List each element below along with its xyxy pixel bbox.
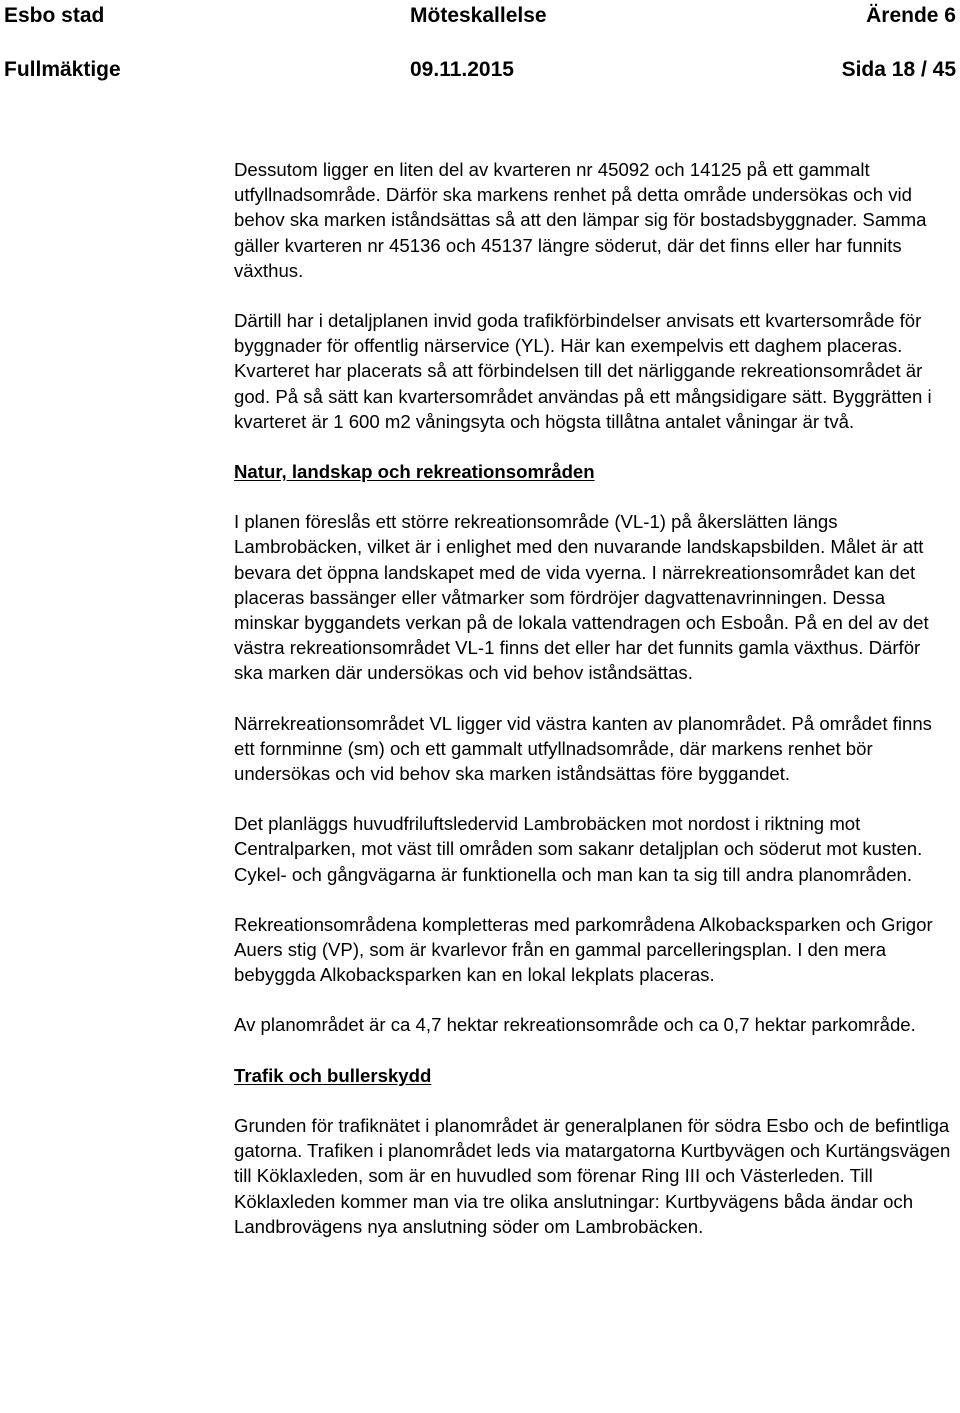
section-heading-traffic: Trafik och bullerskydd [234, 1064, 432, 1086]
paragraph: Grunden för trafiknätet i planområdet är generalplanen för södra Esbo och de befintliga gatorna. Trafiken i planområdet leds via matargatorna Kurtbyvägen och Kurtängsvägen till Köklaxleden, som är en huvudled som förenar Ring III och Västerleden. Till Köklaxleden kommer man via tre olika anslutningar: Kurtbyvägens båda ändar och Landbrovägens nya anslutning söder om Lambrobäcken. [234, 1114, 951, 1237]
header-page-number: Sida 18 / 45 [841, 58, 956, 81]
paragraph: I planen föreslås ett större rekreationsområde (VL-1) på åkerslätten längs Lambrobäcken, vilket är i enlighet med den nuvarande landskapsbilden. Målet är att bevara det öppna landskapet med de vida vyerna. I närrekreationsområdet kan det placeras bassänger eller våtmarker som fördröjer dagvattenavrinningen. Dessa minskar byggandets verkan på de lokala vattendragen och Esboån. På en del av det västra rekreationsområdet VL-1 finns det eller har det funnits gamla växthus. Därför ska marken där undersökas och vid behov iståndsättas. [234, 511, 929, 684]
paragraph: Dessutom ligger en liten del av kvarteren nr 45092 och 14125 på ett gammalt utfyllnadsområde. Därför ska markens renhet på detta område undersökas och vid behov ska marken iståndsättas så att den lämpar sig för bostadsbyggnader. Samma gäller kvarteren nr 45136 och 45137 längre söderut, där det finns eller har funnits växthus. [234, 159, 927, 281]
header-row-2 [0, 55, 960, 85]
section-heading-nature: Natur, landskap och rekreationsområden [234, 461, 595, 483]
header-body: Fullmäktige [4, 58, 121, 81]
document-body [234, 157, 954, 1264]
header-organization: Esbo stad [4, 4, 105, 27]
header-date: 09.11.2015 [410, 58, 514, 81]
paragraph: Närrekreationsområdet VL ligger vid västra kanten av planområdet. På området finns ett fornminne (sm) och ett gammalt utfyllnadsområde, där markens renhet bör undersökas och vid behov ska marken iståndsättas före byggandet. [234, 712, 932, 785]
paragraph: Av planområdet är ca 4,7 hektar rekreationsområde och ca 0,7 hektar parkområde. [234, 1014, 916, 1036]
header-row-1 [0, 1, 960, 31]
header-document-type: Möteskallelse [410, 4, 547, 27]
paragraph: Det planläggs huvudfriluftsledervid Lambrobäcken mot nordost i riktning mot Centralparken, mot väst till områden som sakanr detaljplan och söderut mot kusten. Cykel- och gångvägarna är funktionella och man kan ta sig till andra planområden. [234, 813, 923, 885]
paragraph: Rekreationsområdena kompletteras med parkområdena Alkobacksparken och Grigor Auers stig (VP), som är kvarlevor från en gammal parcelleringsplan. I den mera bebyggda Alkobacksparken kan en lokal lekplats placeras. [234, 913, 933, 986]
paragraph: Därtill har i detaljplanen invid goda trafikförbindelser anvisats ett kvartersområde för byggnader för offentlig närservice (YL). Här kan exempelvis ett daghem placeras. Kvarteret har placerats så att förbindelsen till det närliggande rekreationsområdet är god. På så sätt kan kvartersområdet användas på ett mångsidigare sätt. Byggrätten i kvarteret är 1 600 m2 våningsyta och högsta tillåtna antalet våningar är två. [234, 310, 932, 432]
header-item-number: Ärende 6 [866, 4, 956, 27]
